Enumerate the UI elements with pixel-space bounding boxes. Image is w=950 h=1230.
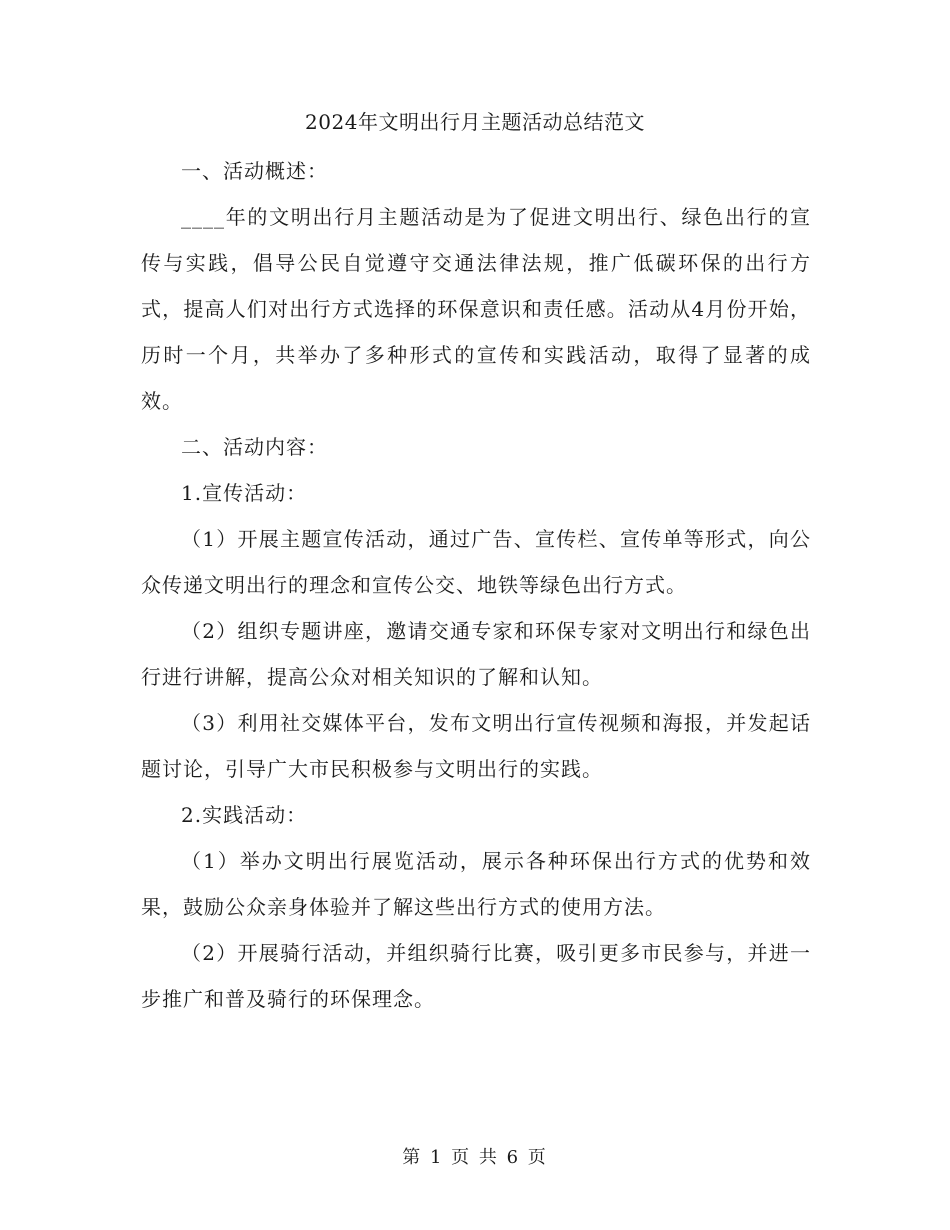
page-number-footer: 第 1 页 共 6 页	[402, 1147, 548, 1168]
body-paragraph: （2）组织专题讲座，邀请交通专家和环保专家对文明出行和绿色出行进行讲解，提高公众对相关知识的了解和认知。	[141, 619, 811, 689]
subsection-heading: 1.宣传活动：	[181, 481, 308, 505]
section-heading: 二、活动内容：	[181, 435, 328, 459]
section-heading: 一、活动概述：	[181, 159, 328, 183]
body-paragraph: （1）举办文明出行展览活动，展示各种环保出行方式的优势和效果，鼓励公众亲身体验并了解这些出行方式的使用方法。	[141, 849, 811, 919]
body-paragraph: （3）利用社交媒体平台，发布文明出行宣传视频和海报，并发起话题讨论，引导广大市民积极参与文明出行的实践。	[141, 711, 811, 781]
body-paragraph: （1）开展主题宣传活动，通过广告、宣传栏、宣传单等形式，向公众传递文明出行的理念和宣传公交、地铁等绿色出行方式。	[141, 527, 811, 597]
subsection-heading: 2.实践活动：	[181, 803, 308, 827]
body-paragraph: （2）开展骑行活动，并组织骑行比赛，吸引更多市民参与，并进一步推广和普及骑行的环保理念。	[141, 941, 811, 1011]
body-paragraph: ____年的文明出行月主题活动是为了促进文明出行、绿色出行的宣传与实践，倡导公民自觉遵守交通法律法规，推广低碳环保的出行方式，提高人们对出行方式选择的环保意识和责任感。活动从4月份开始，历时一个月，共举办了多种形式的宣传和实践活动，取得了显著的成效。	[141, 205, 811, 413]
document-body	[141, 148, 811, 1022]
document-title: 2024年文明出行月主题活动总结范文	[305, 110, 645, 134]
